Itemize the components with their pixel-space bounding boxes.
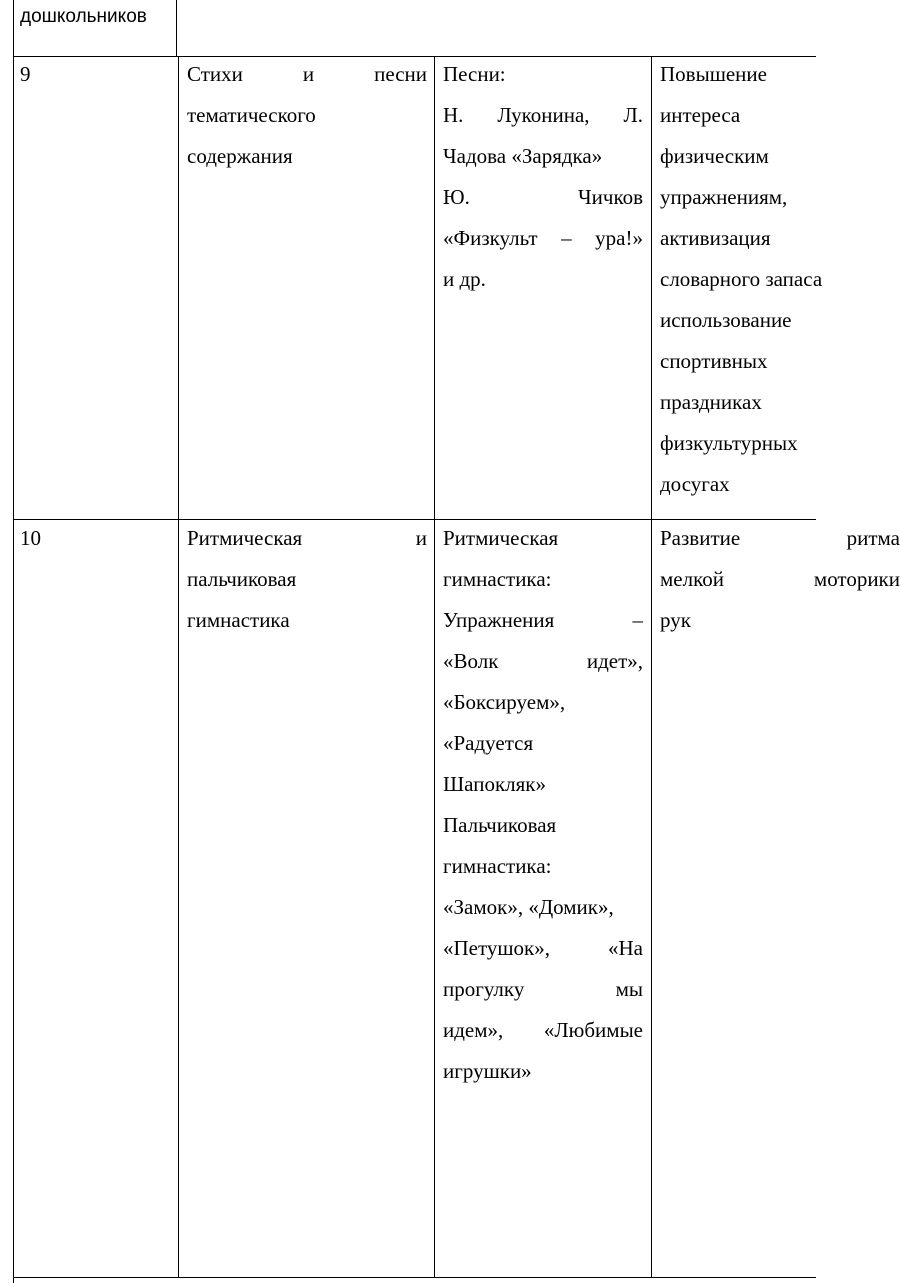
cell-text-line xyxy=(187,600,427,641)
row-9-topic xyxy=(187,54,427,177)
cell-text-line xyxy=(660,423,900,464)
cell-word: Чадова «Зарядка» xyxy=(443,144,603,168)
cell-word: «Замок», «Домик», xyxy=(443,895,614,919)
cell-word: мы xyxy=(615,977,643,1001)
cell-text-line xyxy=(443,177,643,218)
row-10-topic xyxy=(187,518,427,641)
cell-word: «Волк xyxy=(443,649,499,673)
cell-text-line xyxy=(660,95,900,136)
cell-word: и др. xyxy=(443,267,486,291)
cell-text-line xyxy=(443,723,643,764)
cell-text-line xyxy=(443,600,643,641)
cell-word: гимнастика: xyxy=(443,567,552,591)
cell-word: упражнениям, xyxy=(660,185,788,209)
cell-text-line xyxy=(187,518,427,559)
cell-text-line xyxy=(443,805,643,846)
cell-word: спортивных xyxy=(660,349,768,373)
cell-word: Песни: xyxy=(443,62,506,86)
cell-word: Луконина, xyxy=(497,103,590,127)
cell-text-line xyxy=(660,136,900,177)
cell-word: и xyxy=(415,526,427,550)
cell-word: – xyxy=(561,226,572,250)
cell-text-line xyxy=(660,464,900,505)
cell-word: Упражнения xyxy=(443,608,555,632)
cell-word: и xyxy=(302,62,315,86)
cell-text-line xyxy=(660,518,900,559)
cell-text-line xyxy=(187,95,427,136)
cell-word: «На xyxy=(608,936,643,960)
cell-text-line xyxy=(443,259,643,300)
table-left-border xyxy=(13,0,14,1283)
row-10-number: 10 xyxy=(20,526,41,550)
col-2-divider xyxy=(434,56,435,1278)
cell-text-line xyxy=(443,136,643,177)
cell-word: – xyxy=(632,608,643,632)
row-9-goal xyxy=(660,54,900,505)
cell-word: гимнастика: xyxy=(443,854,552,878)
cell-word: словарного запаса xyxy=(660,267,823,291)
table-bottom-border xyxy=(13,1277,816,1278)
cell-word: активизация xyxy=(660,226,771,250)
cell-text-line xyxy=(443,682,643,723)
cell-word: моторики xyxy=(813,567,900,591)
cell-text-line xyxy=(443,641,643,682)
cell-text-line xyxy=(443,54,643,95)
cell-word: Ритмическая xyxy=(443,526,559,550)
cell-word: идет», xyxy=(586,649,643,673)
cell-word: Стихи xyxy=(187,62,243,86)
cell-word: «Петушок», xyxy=(443,936,551,960)
cell-text-line xyxy=(660,600,900,641)
cell-word: «Физкульт xyxy=(443,226,538,250)
col-1-divider xyxy=(178,56,179,1278)
cell-word: «Радуется xyxy=(443,731,534,755)
top-cell-text: дошкольников xyxy=(20,6,147,27)
cell-text-line xyxy=(187,559,427,600)
cell-text-line xyxy=(443,518,643,559)
cell-word: использование xyxy=(660,308,792,332)
cell-word: гимнастика xyxy=(187,608,290,632)
cell-text-line xyxy=(660,218,900,259)
cell-word: пальчиковая xyxy=(187,567,297,591)
cell-word: ритма xyxy=(846,526,900,550)
cell-text-line xyxy=(443,969,643,1010)
cell-word: Л. xyxy=(623,103,643,127)
cell-text-line xyxy=(660,54,900,95)
cell-text-line xyxy=(443,95,643,136)
cell-text-line xyxy=(187,54,427,95)
row-10-goal xyxy=(660,518,900,641)
cell-word: физическим xyxy=(660,144,769,168)
cell-text-line xyxy=(187,136,427,177)
cell-word: досугах xyxy=(660,472,730,496)
cell-word: Ю. xyxy=(443,185,470,209)
cell-word: Шапокляк» xyxy=(443,772,547,796)
cell-text-line xyxy=(443,846,643,887)
cell-text-line xyxy=(443,1010,643,1051)
cell-word: «Любимые xyxy=(543,1018,643,1042)
cell-word: праздниках xyxy=(660,390,762,414)
cell-text-line xyxy=(660,341,900,382)
cell-text-line xyxy=(443,559,643,600)
cell-text-line xyxy=(443,218,643,259)
cell-word: песни xyxy=(374,62,427,86)
row-9-material xyxy=(443,54,643,300)
cell-word: тематического xyxy=(187,103,316,127)
cell-word: рук xyxy=(660,608,691,632)
row-10-material xyxy=(443,518,643,1092)
cell-word: игрушки» xyxy=(443,1059,532,1083)
cell-word: Пальчиковая xyxy=(443,813,557,837)
cell-text-line xyxy=(443,928,643,969)
cell-text-line xyxy=(443,887,643,928)
cell-word: «Боксируем», xyxy=(443,690,566,714)
cell-text-line xyxy=(660,559,900,600)
row-9-number: 9 xyxy=(20,62,31,86)
cell-word: Чичков xyxy=(578,185,643,209)
cell-word: физкультурных xyxy=(660,431,798,455)
cell-word: Н. xyxy=(443,103,464,127)
col-3-divider xyxy=(651,56,652,1278)
cell-word: интереса xyxy=(660,103,741,127)
cell-text-line xyxy=(660,177,900,218)
cell-text-line xyxy=(443,764,643,805)
cell-word: идем», xyxy=(443,1018,504,1042)
cell-text-line xyxy=(660,300,900,341)
cell-text-line xyxy=(443,1051,643,1092)
cell-text-line xyxy=(660,382,900,423)
cell-word: прогулку xyxy=(443,977,525,1001)
cell-word: содержания xyxy=(187,144,293,168)
cell-word: мелкой xyxy=(660,567,724,591)
cell-word: ура!» xyxy=(595,226,643,250)
cell-word: Ритмическая xyxy=(187,526,303,550)
cell-word: Повышение xyxy=(660,62,767,86)
cell-text-line xyxy=(660,259,900,300)
cell-word: Развитие xyxy=(660,526,741,550)
